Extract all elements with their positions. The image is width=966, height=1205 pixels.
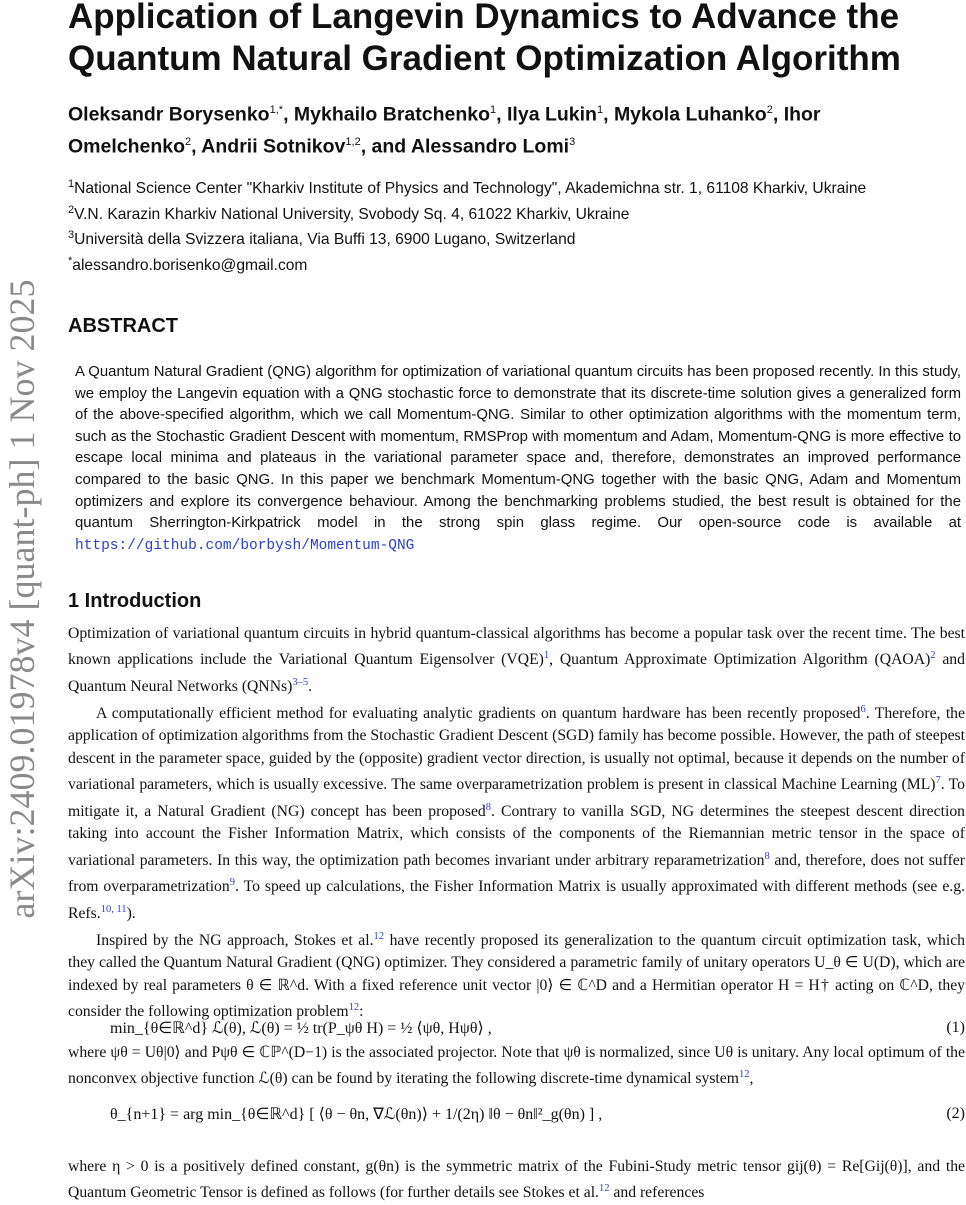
author-name: Mykhailo Bratchenko <box>293 103 491 126</box>
text-run: Inspired by the NG approach, Stokes et al. <box>96 931 374 949</box>
code-link[interactable]: https://github.com/borbysh/Momentum-QNG <box>75 537 415 554</box>
citation-link[interactable]: 12 <box>348 1002 360 1014</box>
citation-link[interactable]: 10, 11 <box>100 904 127 916</box>
citation-link[interactable]: 1 <box>543 650 550 662</box>
text-run: . To mitigate it, a Natural Gradient (NG) concept has been proposed <box>68 776 966 821</box>
paragraph <box>68 699 965 926</box>
text-run: Optimization of variational quantum circuits in hybrid quantum-classical algorithms has become a popular task over the recent time. The best known applications include the Variational Quantum Eigensolver (VQE) <box>68 625 965 669</box>
text-run: and Quantum Neural Networks (QNNs) <box>68 651 965 696</box>
author-name: Oleksandr Borysenko <box>68 103 270 126</box>
text-run: and, therefore, does not suffer from overparametrization <box>68 852 965 896</box>
equation-2 <box>110 1104 965 1124</box>
affiliation <box>68 200 958 226</box>
text-run: where ψθ = Uθ|0⟩ and Pψθ ∈ ℂℙ^(D−1) is the associated projector. Note that ψθ is normalized, since Uθ is unitary. Any local optimum of the nonconvex objective function ℒ(θ) can be found by iterating the following discrete-time dynamical system <box>68 1044 965 1088</box>
affiliation-text: alessandro.borisenko@gmail.com <box>72 257 308 275</box>
paper-title: Application of Langevin Dynamics to Advance the Quantum Natural Gradient Optimization Algorithm <box>68 0 901 78</box>
citation-link[interactable]: 12 <box>738 1069 750 1081</box>
author-affiliation-mark: 1 <box>596 104 604 116</box>
paragraph <box>68 623 965 699</box>
author-list: Oleksandr Borysenko$^{1,*}$, Mykhailo Bratchenko$^1$, Ilya Lukin$^1$, Mykola Luhanko$^2$, Ihor Omelchenko$^2$, Andrii Sotnikov$^{1,2}$, and Alessandro Lomi$^3$ <box>68 103 821 157</box>
equation-1-body: min_{θ∈ℝ^d} ℒ(θ), ℒ(θ) = ½ tr(P_ψθ H) = ½ ⟨ψθ, Hψθ⟩ , <box>110 1020 492 1037</box>
citation-link[interactable]: 6 <box>860 703 866 715</box>
paragraph <box>68 1156 965 1205</box>
affiliation <box>68 251 958 277</box>
citation-link[interactable]: 3–5 <box>292 677 309 689</box>
text-run: A computationally efficient method for evaluating analytic gradients on quantum hardware has been recently proposed <box>96 704 861 722</box>
citation-link[interactable]: 8 <box>764 850 770 862</box>
arxiv-stamp: arXiv:2409.01978v4 [quant-ph] 1 Nov 2025 <box>2 279 42 919</box>
text-run: : <box>359 1003 364 1021</box>
affiliation-text: Università della Svizzera italiana, Via Buffi 13, 6900 Lugano, Switzerland <box>74 231 576 249</box>
text-run: , <box>749 1070 754 1088</box>
text-run: . To speed up calculations, the Fisher Information Matrix is usually approximated with different methods (see e.g. Refs. <box>68 878 965 923</box>
text-run: . Contrary to vanilla SGD, NG determines the steepest descent direction taking into account the Fisher Information Matrix, which consists of the components of the Riemannian metric tensor in the space of variational parameters. In this way, the optimization path becomes invariant under arbitrary reparametrization <box>68 803 966 870</box>
affiliations <box>68 174 958 277</box>
author-affiliation-mark: 2 <box>766 104 773 116</box>
affiliation <box>68 174 958 200</box>
intro-paragraphs <box>68 623 965 1024</box>
abstract-body: A Quantum Natural Gradient (QNG) algorithm for optimization of variational quantum circuits has been proposed recently. In this study, we employ the Langevin equation with a QNG stochastic force to demonstrate that its discrete-time solution gives a generalized form of the above-specified algorithm, which we call Momentum-QNG. Similar to other optimization algorithms with the momentum term, such as the Stochastic Gradient Descent with momentum, RMSProp with momentum and Adam, Momentum-QNG is more effective to escape local minima and plateaus in the variational parameter space and, therefore, demonstrates an improved performance compared to the basic QNG. In this paper we benchmark Momentum-QNG together with the basic QNG, Adam and Momentum optimizers and explore its convergence behaviour. Among the benchmarking problems studied, the best result is obtained for the quantum Sherrington-Kirkpatrick model in the strong spin glass regime. Our open-source code is available at <box>75 364 961 532</box>
affiliation-mark: 3 <box>68 229 75 242</box>
text-run: have recently proposed its generalization to the quantum circuit optimization task, which they called the Quantum Natural Gradient (QNG) optimizer. They considered a parametric family of unitary operators U_θ ∈ U(D), which are indexed by real parameters θ ∈ ℝ^d. With a fixed reference unit vector |0⟩ ∈ ℂ^D and a Hermitian operator H = H† acting on ℂ^D, they consider the following optimization problem <box>68 931 965 1021</box>
affiliation-text: National Science Center "Kharkiv Institute of Physics and Technology", Akademichna str. 1, 61108 Kharkiv, Ukraine <box>74 180 867 198</box>
text-run: where η > 0 is a positively defined constant, g(θn) is the symmetric matrix of the Fubini-Study metric tensor gij(θ) = Re[Gij(θ)], and the Quantum Geometric Tensor is defined as follows (for further details see Stokes et al. <box>68 1158 965 1202</box>
citation-link[interactable]: 8 <box>485 801 492 813</box>
equation-2-body: θ_{n+1} = arg min_{θ∈ℝ^d} [ ⟨θ − θn, ∇ℒ(θn)⟩ + 1/(2η) ‖θ − θn‖²_g(θn) ] , <box>110 1106 603 1123</box>
text-run: ). <box>126 905 136 923</box>
affiliation-mark: 1 <box>68 178 75 190</box>
paragraph <box>68 1042 965 1091</box>
author-name: Ihor Omelchenko <box>68 103 821 157</box>
affiliation <box>68 225 958 251</box>
citation-link[interactable]: 2 <box>930 650 936 662</box>
abstract-text <box>75 362 961 557</box>
citation-link[interactable]: 9 <box>229 877 235 889</box>
author-name: Ilya Lukin <box>507 103 597 126</box>
equation-2-number: (2) <box>946 1105 965 1122</box>
affiliation-mark: 2 <box>68 203 75 216</box>
affiliation-mark: * <box>68 255 73 268</box>
author-affiliation-mark: 1 <box>490 104 497 116</box>
equation-1 <box>110 1018 965 1038</box>
author-name: Alessandro Lomi <box>410 135 570 157</box>
abstract-heading: ABSTRACT <box>68 315 178 337</box>
author-affiliation-mark: 3 <box>569 135 576 148</box>
equation-1-number: (1) <box>946 1019 965 1036</box>
text-run: , Quantum Approximate Optimization Algorithm (QAOA) <box>549 651 931 669</box>
author-name: Andrii Sotnikov <box>201 135 346 157</box>
affiliation-text: V.N. Karazin Kharkiv National University, Svobody Sq. 4, 61022 Kharkiv, Ukraine <box>74 205 630 223</box>
author-name: Mykola Luhanko <box>613 103 767 126</box>
paragraph <box>68 926 965 1024</box>
author-affiliation-mark: 1,2 <box>345 135 361 148</box>
citation-link[interactable]: 12 <box>598 1183 610 1195</box>
citation-link[interactable]: 7 <box>935 775 941 787</box>
text-run: . <box>308 678 313 696</box>
text-run: . Therefore, the application of optimization algorithms from the Stochastic Gradient Descent (SGD) family has become possible. However, the path of steepest descent in the parameter space, guided by the (opposite) gradient vector direction, is usually not optimal, because it depends on the number of variational parameters, which is usually excessive. The same overparametrization problem is present in classical Machine Learning (ML) <box>68 704 965 794</box>
paragraph-after-eq1 <box>68 1042 965 1091</box>
paragraph-after-eq2 <box>68 1156 965 1205</box>
citation-link[interactable]: 12 <box>373 930 385 942</box>
text-run: and references <box>609 1184 705 1202</box>
author-affiliation-mark: 2 <box>185 135 192 148</box>
author-affiliation-mark: 1,* <box>269 104 284 116</box>
section-heading-introduction: 1 Introduction <box>68 590 202 612</box>
